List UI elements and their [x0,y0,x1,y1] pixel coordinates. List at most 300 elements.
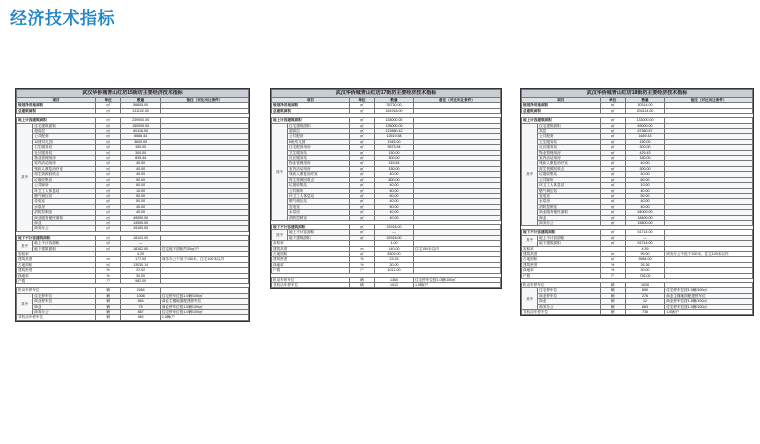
quantity-cell: 6666.44 [121,134,160,139]
quantity-cell: 4.20 [121,251,160,256]
item-label: 变电室 [33,199,96,204]
item-label: 建筑高度 [522,251,601,256]
table-title: 武汉华侨城青山红坊17街坊主要经济技术指标 [272,90,501,98]
item-label: 地下建筑面积 [538,241,600,246]
unit-cell: ㎡ [600,183,625,188]
unit-cell: ㎡ [95,139,121,144]
unit-cell: 辆 [95,304,121,309]
item-label: 地上计容建筑面积 [17,118,96,123]
unit-cell: 辆 [95,288,121,293]
item-label: 室内活动用房 [538,156,600,161]
unit-cell: 户 [600,273,625,278]
unit-cell: ㎡ [95,204,121,209]
item-label: 水泵房 [288,210,350,215]
item-label: 高层 [538,129,600,134]
quantity-cell: 9984.00 [625,257,664,262]
unit-cell: 辆 [95,310,121,315]
unit-cell: ㎡ [349,118,374,123]
unit-cell: ㎡ [349,150,374,155]
header-remark: 备注（对比出让条件） [413,98,500,103]
unit-cell: 辆 [600,288,625,293]
item-label: 超高层 [33,129,96,134]
unit-cell: ㎡ [349,224,374,229]
item-label: 住宅建筑面积 [538,123,600,128]
quantity-cell: 204114.00 [625,108,664,113]
unit-cell: ㎡ [349,139,374,144]
item-label: 户数 [272,268,350,273]
page-title: 经济技术指标 [10,9,115,29]
unit-cell: ㎡ [349,129,374,134]
unit-cell: ㎡ [95,188,121,193]
unit-cell: ㎡ [600,150,625,155]
item-label: 变电室 [288,204,350,209]
group-label: 其中 [272,230,288,241]
unit-cell: ㎡ [95,177,121,182]
item-label: 物业管理用房 [33,156,96,161]
quantity-cell: 150.00 [375,150,414,155]
quantity-cell: 150.00 [625,156,664,161]
item-label: 总建筑面积 [17,108,96,113]
item-label: 社区服务站 [33,150,96,155]
quantity-cell: 40.00 [625,172,664,177]
unit-cell: % [600,268,625,273]
item-label: 社区服务站 [288,156,350,161]
item-label: 燃气调压站 [288,199,350,204]
item-label: 建筑密度 [17,268,96,273]
quantity-cell: 18102.00 [121,246,160,251]
quantity-cell: 35730.00 [375,103,414,108]
quantity-cell: 23.25 [375,257,414,262]
unit-cell: ㎡ [600,172,625,177]
quantity-cell: 982.00 [121,279,160,284]
quantity-cell: 177.00 [121,257,160,262]
quantity-cell: 1360 [375,277,414,282]
item-label: 地上不计容面积 [33,241,96,246]
item-label: 垃圾收集站 [288,183,350,188]
header-unit: 单位 [600,98,625,103]
item-label: 地下建筑面积 [288,235,350,240]
unit-cell: ㎡ [95,210,121,215]
indicator-table-15 [15,88,250,322]
item-label: 燃气调压站 [33,193,96,198]
unit-cell: ㎡ [95,241,121,246]
item-label: 商业 [33,304,96,309]
quantity-cell: 315.64 [375,161,414,166]
unit-cell: ㎡ [349,188,374,193]
table-row [522,310,753,315]
unit-cell: ㎡ [349,251,374,256]
remark-cell: 住宅停车位按1.0辆/100㎡ [160,293,248,298]
quantity-cell: 140.00 [375,246,414,251]
table-row [17,315,249,320]
unit-cell: ㎡ [349,108,374,113]
unit-cell: ㎡ [349,156,374,161]
unit-cell: ㎡ [95,103,121,108]
item-label: 变电室 [538,193,600,198]
item-label: 再生资源回收点 [288,177,350,182]
quantity-cell: 736 [625,310,664,315]
unit-cell: ㎡ [600,241,625,246]
quantity-cell: 60.00 [375,188,414,193]
quantity-cell: 133000.00 [625,118,664,123]
item-label: 公共厕所 [33,183,96,188]
unit-cell: ㎡ [95,145,121,150]
quantity-cell: 4.39 [625,246,664,251]
unit-cell: ㎡ [95,161,121,166]
unit-cell: 辆 [349,277,374,282]
quantity-cell: 32918.00 [375,224,414,229]
quantity-cell: 40.00 [625,188,664,193]
quantity-cell: 800.00 [375,177,414,182]
item-label: 机动车停车位 [272,277,350,282]
unit-cell: ㎡ [95,220,121,225]
header-item: 项目 [17,98,96,103]
quantity-cell: 40.00 [375,215,414,220]
quantity-cell: 50.00 [121,193,160,198]
item-label: 卫生服务站 [538,139,600,144]
quantity-cell: 161918.00 [375,108,414,113]
item-label: 建筑密度 [522,262,601,267]
unit-cell: ㎡ [600,215,625,220]
quantity-cell: 60.00 [625,177,664,182]
remark-cell: 住宅地下面积约30㎡/户 [160,246,248,251]
quantity-cell: 300.00 [625,145,664,150]
quantity-cell: 51714.00 [625,241,664,246]
table-row [272,283,501,288]
unit-cell: ㎡ [600,199,625,204]
unit-cell: 辆 [95,293,121,298]
remark-cell: 商业主楼地面配建停车位 [665,293,753,298]
quantity-cell: 69000.00 [625,123,664,128]
item-label: 环卫工人休息站 [288,193,350,198]
item-label: 绿地率 [17,273,96,278]
unit-cell: ㎡ [95,199,121,204]
unit-cell: ㎡ [600,161,625,166]
quantity-cell: 2464 [121,288,160,293]
item-label: 公共配套 [33,134,96,139]
unit-cell: ㎡ [349,161,374,166]
unit-cell: ㎡ [349,193,374,198]
quantity-cell: 150.00 [625,139,664,144]
unit-cell: ㎡ [349,103,374,108]
item-label: 地上不计容面积 [538,235,600,240]
header-quantity: 数量 [625,98,664,103]
quantity-cell: 9573.94 [375,145,414,150]
unit-cell: % [95,268,121,273]
item-label: 建筑高度 [17,257,96,262]
unit-cell: ㎡ [95,172,121,177]
quantity-cell: 40.00 [625,204,664,209]
unit-cell: ㎡ [349,172,374,177]
unit-cell: 辆 [600,293,625,298]
item-label: 建筑高度 [272,246,350,251]
item-label: 容积率 [272,241,350,246]
unit-cell: ㎡ [95,129,121,134]
indicator-table-17 [270,88,502,289]
quantity-cell: 1649.43 [625,134,664,139]
unit-cell: ㎡ [600,210,625,215]
unit-cell: ㎡ [95,108,121,113]
quantity-cell: 40.00 [625,199,664,204]
unit-cell: ㎡ [600,139,625,144]
unit-cell: ㎡ [95,262,121,267]
quantity-cell: 64000.00 [625,210,664,215]
item-label: 住宅停车位 [33,293,96,298]
item-label: 商业停车位 [33,299,96,304]
item-label: 户数 [17,279,96,284]
unit-cell: ㎡ [349,145,374,150]
quantity-cell: 835.44 [121,156,160,161]
unit-cell: % [349,262,374,267]
unit-cell: ㎡ [600,230,625,235]
item-label: 室内活动用房 [33,161,96,166]
quantity-cell: 564 [121,299,160,304]
remark-cell: 商业停车位按1.5辆/100㎡ [665,299,753,304]
quantity-cell: 99.00 [625,251,664,256]
remark-cell: 1.0辆/户 [413,283,500,288]
item-label: 绿地率 [522,268,601,273]
quantity-cell: 239000.00 [121,118,160,123]
remark-cell: 住宅150米以内 [413,246,500,251]
unit-cell: ㎡ [600,193,625,198]
quantity-cell: 30.00 [625,268,664,273]
header-item: 项目 [272,98,350,103]
unit-cell: ㎡ [600,257,625,262]
quantity-cell: 135000.00 [375,118,414,123]
item-label: 公共配套 [538,134,600,139]
header-remark: 备注（对比出让条件） [665,98,753,103]
quantity-cell: 887 [121,310,160,315]
item-label: 商务办公 [538,304,600,309]
item-label: 户数 [522,273,601,278]
unit-cell: ㎡ [600,134,625,139]
quantity-cell: 4.00 [375,241,414,246]
unit-cell: ㎡ [349,166,374,171]
item-label: 规划净用地面积 [17,103,96,108]
item-label: 公共配套 [288,134,350,139]
quantity-cell: 14900.00 [121,220,160,225]
unit-cell: ㎡ [349,177,374,182]
remark-cell: 1.0辆/户 [665,310,753,315]
item-label: 物业管理用房 [288,161,350,166]
unit-cell: 辆 [600,310,625,315]
group-label: 其中 [522,235,538,246]
unit-cell: ㎡ [349,230,374,235]
quantity-cell: — [625,235,664,240]
quantity-cell: 13030.14 [121,262,160,267]
quantity-cell: — [375,230,414,235]
quantity-cell: 300.00 [121,150,160,155]
item-label: 商业服务便民面积 [538,210,600,215]
unit-cell: 辆 [600,299,625,304]
quantity-cell: 60.00 [375,193,414,198]
item-label: 室内活动用房 [288,166,350,171]
quantity-cell: 300.00 [625,166,664,171]
item-label: 总建筑面积 [272,108,350,113]
unit-cell: m [600,251,625,256]
item-label: 商务办公 [33,310,96,315]
quantity-cell: — [121,241,160,246]
remark-cell: 商业停车位按1.5辆/100㎡ [160,304,248,309]
item-label: 非机动车停车位 [272,283,350,288]
remark-cell: 住宅停车位按1.0辆/100㎡ [665,288,753,293]
item-label: 地下不计容建筑面积 [522,230,601,235]
item-label: 商业 [33,220,96,225]
quantity-cell: 8309.00 [375,251,414,256]
unit-cell: ㎡ [95,226,121,231]
unit-cell: ㎡ [600,118,625,123]
quantity-cell: 150000.00 [121,123,160,128]
quantity-cell: 18102.00 [121,235,160,240]
unit-cell: ㎡ [349,183,374,188]
unit-cell: 辆 [600,283,625,288]
quantity-cell: 60116.00 [121,129,160,134]
unit-cell: ㎡ [95,235,121,240]
quantity-cell: 67360.57 [625,129,664,134]
item-label: 非机动车停车位 [17,315,96,320]
item-label: 水泵房 [538,199,600,204]
unit-cell: ㎡ [349,134,374,139]
item-label: 建筑密度 [272,257,350,262]
quantity-cell: 19100.00 [121,226,160,231]
item-label: 6班幼儿园 [288,139,350,144]
unit-cell: ㎡ [349,204,374,209]
unit-cell: ㎡ [600,108,625,113]
unit-cell: 辆 [600,304,625,309]
group-label: 其中 [17,293,33,315]
unit-cell: ㎡ [349,199,374,204]
item-label: 卫生服务站 [288,150,350,155]
remark-cell: 商务办公不低于100米，住宅100米以内 [665,251,753,256]
item-label: 商务办公 [538,220,600,225]
item-label: 住宅停车位 [538,288,600,293]
item-label: 消防控制室 [538,204,600,209]
unit-cell: ㎡ [600,220,625,225]
unit-cell: % [95,273,121,278]
quantity-cell: 50.00 [625,193,664,198]
unit-cell: ㎡ [95,166,121,171]
item-label: 容积率 [522,246,601,251]
unit-cell: ㎡ [349,215,374,220]
unit-cell: ㎡ [95,246,121,251]
quantity-cell: 276 [625,293,664,298]
unit-cell: ㎡ [95,134,121,139]
unit-cell: 辆 [95,315,121,320]
quantity-cell: 40.00 [375,172,414,177]
item-label: 机动车停车位 [522,283,601,288]
header-quantity: 数量 [375,98,414,103]
unit-cell: ㎡ [600,188,625,193]
quantity-cell: 1012 [375,283,414,288]
unit-cell: ㎡ [600,145,625,150]
unit-cell: 户 [95,279,121,284]
unit-cell: 辆 [95,299,121,304]
quantity-cell: 135000.00 [375,123,414,128]
item-label: 商业服务便民面积 [33,215,96,220]
item-label: 残疾人康复治疗室 [288,172,350,177]
quantity-cell: 60.00 [121,183,160,188]
item-label: 公共厕所 [538,177,600,182]
quantity-cell: 150.00 [375,166,414,171]
remark-cell: 住宅停车位按1.0辆/100㎡ [413,277,500,282]
remark-cell: 商务办公不低于150米，住宅100米以内 [160,257,248,262]
quantity-cell: 30.00 [375,262,414,267]
item-label: 社区服务站 [538,145,600,150]
group-label: 其中 [17,241,33,252]
item-label: 机动车停车位 [17,288,96,293]
item-label: 地上计容建筑面积 [272,118,350,123]
unit-cell: ㎡ [600,123,625,128]
quantity-cell: 49000.00 [121,215,160,220]
item-label: 商业 [538,215,600,220]
remark-cell: 住宅停车位按1.0辆/100㎡ [665,304,753,309]
item-label: 垃圾收集站 [538,172,600,177]
unit-cell: ㎡ [95,193,121,198]
item-label: 商业停车位 [538,293,600,298]
item-label: 卫生服务站 [33,145,96,150]
table-title: 武汉华侨城青山红坊18街坊主要经济技术指标 [522,90,753,98]
unit-cell: ㎡ [349,235,374,240]
quantity-cell: 311102.00 [121,108,160,113]
quantity-cell: 1008 [121,293,160,298]
indicator-table-18 [520,88,754,316]
item-label: 商业 [538,299,600,304]
unit-cell: 辆 [349,283,374,288]
item-label: 残疾人康复治疗室 [33,166,96,171]
unit-cell: ㎡ [600,129,625,134]
quantity-cell: 663 [625,304,664,309]
unit-cell: ㎡ [600,177,625,182]
quantity-cell: 26.36 [625,262,664,267]
quantity-cell: 50.00 [375,204,414,209]
quantity-cell: 3600.00 [121,139,160,144]
item-label: 占地面积 [17,262,96,267]
remark-cell: 商业主楼地面配建停车位 [160,299,248,304]
item-label: 占地面积 [272,251,350,256]
item-label: 地下不计容建筑面积 [272,224,350,229]
quantity-cell: 429.43 [625,150,664,155]
item-label: 住宅建筑面积 [288,123,350,128]
quantity-cell: 22.92 [121,268,160,273]
header-remark: 备注（对比出让条件） [160,98,248,103]
unit-cell: m [95,257,121,262]
quantity-cell: 12619.58 [375,134,414,139]
item-label: 消防控制室 [288,215,350,220]
quantity-cell: 1012.00 [375,268,414,273]
quantity-cell: 56805.00 [121,103,160,108]
unit-cell: ㎡ [600,204,625,209]
quantity-cell: 12 [625,299,664,304]
quantity-cell: 40.00 [121,210,160,215]
header-quantity: 数量 [121,98,160,103]
group-label: 其中 [17,123,33,231]
item-label: 规划净用地面积 [272,103,350,108]
quantity-cell: 40.00 [375,199,414,204]
quantity-cell: 736.00 [625,273,664,278]
unit-cell: m [349,246,374,251]
item-label: 环卫工人休息站 [538,183,600,188]
quantity-cell: 75 [121,304,160,309]
item-label: 总建筑面积 [522,108,601,113]
quantity-cell: 51714.00 [625,230,664,235]
quantity-cell: 18400.00 [625,215,664,220]
quantity-cell: 15600.00 [625,220,664,225]
quantity-cell: 40.00 [375,183,414,188]
item-label: 绿地率 [272,262,350,267]
unit-cell: ㎡ [95,215,121,220]
item-label: 容积率 [17,251,96,256]
header-unit: 单位 [349,98,374,103]
